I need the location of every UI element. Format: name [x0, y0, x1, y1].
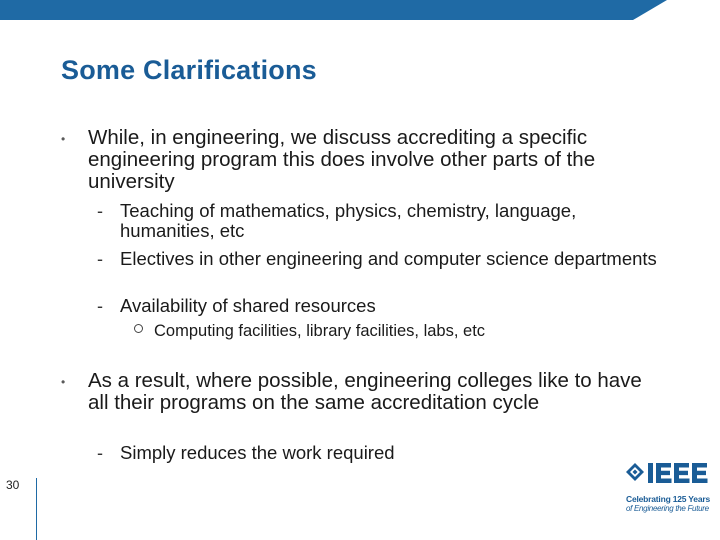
footer-divider [36, 478, 37, 540]
sub-bullet-1-3-text: Availability of shared resources [120, 295, 376, 316]
dash-marker: - [97, 443, 103, 463]
bullet-dot: • [61, 132, 66, 146]
sub-bullet-1-1-text: Teaching of mathematics, physics, chemistry, language, humanities, etc [120, 200, 577, 241]
bullet-2-text: As a result, where possible, engineering colleges like to have all their programs on the same accreditation cycle [88, 369, 642, 414]
page-number: 30 [6, 478, 20, 492]
bullet-dot: • [61, 375, 66, 389]
dash-marker: - [97, 296, 103, 316]
sub-sub-bullet-1-text: Computing facilities, library facilities, labs, etc [154, 322, 486, 340]
sub-bullet-1-2-text: Electives in other engineering and computer science departments [120, 248, 657, 269]
sub-bullet-2-1-text: Simply reduces the work required [120, 442, 395, 463]
dash-marker: - [97, 201, 103, 221]
dash-marker: - [97, 249, 103, 269]
slide-title: Some Clarifications [61, 55, 317, 85]
ieee-logo-icon [624, 461, 716, 491]
circle-marker-icon [134, 324, 143, 333]
tagline-line-2: of Engineering the Future [626, 504, 709, 513]
bullet-1-text: While, in engineering, we discuss accrediting a specific engineering program this does involve other parts of the university [88, 126, 596, 193]
top-banner [0, 0, 720, 20]
logo-tagline [626, 494, 720, 514]
tagline-line-1: Celebrating 125 Years [626, 494, 711, 504]
